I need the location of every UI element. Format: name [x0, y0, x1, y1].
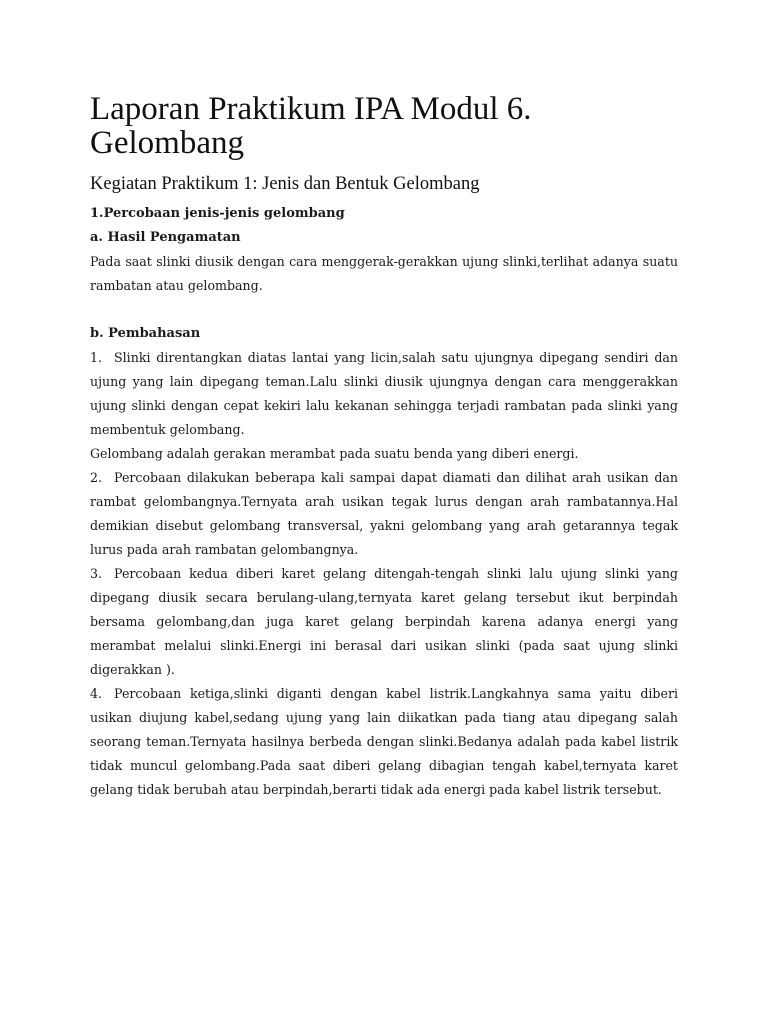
document-subtitle: Kegiatan Praktikum 1: Jenis dan Bentuk Gelombang — [90, 174, 480, 194]
list-item — [90, 466, 678, 562]
part-a-text: Pada saat slinki diusik dengan cara menggerak-gerakkan ujung slinki,terlihat adanya suatu rambatan atau gelombang. — [90, 254, 678, 293]
list-item — [90, 682, 678, 802]
document-page — [90, 92, 678, 802]
list-item — [90, 562, 678, 682]
list-item-text: Percobaan ketiga,slinki diganti dengan kabel listrik.Langkahnya sama yaitu diberi usikan diujung kabel,sedang ujung yang lain diikatkan pada tiang atau dipegang salah seorang teman.Ternyata hasilnya berbeda dengan slinki.Bedanya adalah pada kabel listrik tidak muncul gelombang.Pada saat diberi gelang dibagian tengah kabel,ternyata karet gelang tidak berubah atau berpindah,berarti tidak ada energi pada kabel listrik tersebut. — [90, 686, 678, 797]
list-item-number: 3. — [90, 566, 103, 581]
list-item-text: Percobaan dilakukan beberapa kali sampai dapat diamati dan dilihat arah usikan dan rambat gelombangnya.Ternyata arah usikan tegak lurus dengan arah rambatannya.Hal demikian disebut gelombang transversal, yakni gelombang yang arah getarannya tegak lurus pada arah rambatan gelombangnya. — [90, 470, 678, 557]
document-title: Laporan Praktikum IPA Modul 6. Gelombang — [90, 91, 532, 161]
list-item-number: 1. — [90, 350, 103, 365]
part-b-heading: b. Pembahasan — [90, 326, 201, 341]
list-item-number: 2. — [90, 470, 103, 485]
list-item-text: Percobaan kedua diberi karet gelang ditengah-tengah slinki lalu ujung slinki yang dipegang diusik secara berulang-ulang,ternyata karet gelang tersebut ikut berpindah bersama gelombang,dan juga karet gelang berpindah karena adanya energi yang merambat melalui slinki.Energi ini berasal dari usikan slinki (pada saat ujung slinki digerakkan ). — [90, 566, 678, 677]
list-item — [90, 346, 678, 442]
section-heading: 1.Percobaan jenis-jenis gelombang — [90, 206, 345, 221]
list-item-text: Slinki direntangkan diatas lantai yang licin,salah satu ujungnya dipegang sendiri dan ujung yang lain dipegang teman.Lalu slinki diusik ujungnya dengan cara menggerakkan ujung slinki dengan cepat kekiri lalu kekanan sehingga terjadi rambatan pada slinki yang membentuk gelombang. — [90, 350, 678, 437]
definition-text: Gelombang adalah gerakan merambat pada suatu benda yang diberi energi. — [90, 446, 579, 461]
list-item-number: 4. — [90, 686, 103, 701]
part-a-heading: a. Hasil Pengamatan — [90, 230, 241, 245]
spacer — [90, 298, 678, 322]
